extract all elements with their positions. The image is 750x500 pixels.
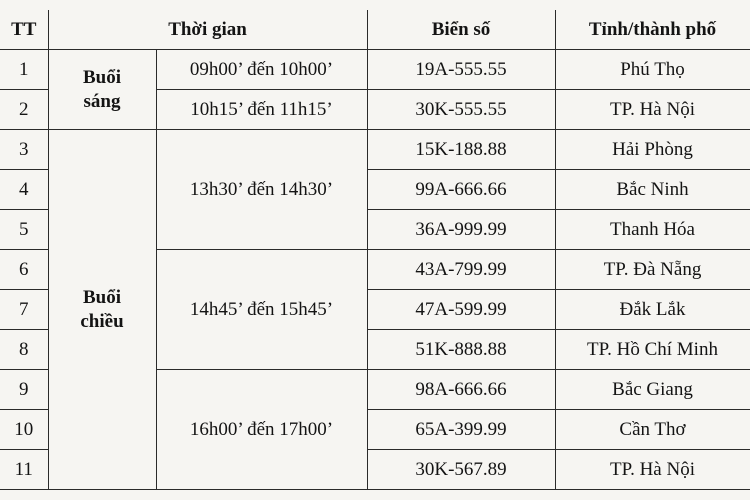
header-tt: TT <box>0 10 48 50</box>
plate-number: 30K-555.55 <box>367 90 555 130</box>
province: Cần Thơ <box>555 410 750 450</box>
plate-number: 36A-999.99 <box>367 210 555 250</box>
header-time: Thời gian <box>48 10 367 50</box>
session-morning <box>48 50 156 130</box>
header-province: Tỉnh/thành phố <box>555 10 750 50</box>
plate-number: 43A-799.99 <box>367 250 555 290</box>
province: Thanh Hóa <box>555 210 750 250</box>
province: Đắk Lắk <box>555 290 750 330</box>
row-number: 11 <box>0 450 48 490</box>
province: TP. Hồ Chí Minh <box>555 330 750 370</box>
table-row <box>0 50 750 90</box>
province: TP. Đà Nẵng <box>555 250 750 290</box>
plate-number: 15K-188.88 <box>367 130 555 170</box>
plate-number: 65A-399.99 <box>367 410 555 450</box>
row-number: 9 <box>0 370 48 410</box>
plate-number: 47A-599.99 <box>367 290 555 330</box>
plate-number: 19A-555.55 <box>367 50 555 90</box>
plate-number: 30K-567.89 <box>367 450 555 490</box>
plate-number: 98A-666.66 <box>367 370 555 410</box>
auction-schedule-table <box>0 10 750 490</box>
province: TP. Hà Nội <box>555 450 750 490</box>
session-label: Buổi <box>82 286 122 308</box>
row-number: 10 <box>0 410 48 450</box>
plate-number: 51K-888.88 <box>367 330 555 370</box>
province: TP. Hà Nội <box>555 90 750 130</box>
row-number: 4 <box>0 170 48 210</box>
row-number: 8 <box>0 330 48 370</box>
province: Phú Thọ <box>555 50 750 90</box>
row-number: 5 <box>0 210 48 250</box>
province: Hải Phòng <box>555 130 750 170</box>
time-slot: 16h00’ đến 17h00’ <box>156 370 367 490</box>
session-label: sáng <box>83 90 121 112</box>
session-afternoon <box>48 130 156 490</box>
row-number: 6 <box>0 250 48 290</box>
time-slot: 13h30’ đến 14h30’ <box>156 130 367 250</box>
header-plate: Biển số <box>367 10 555 50</box>
time-slot: 14h45’ đến 15h45’ <box>156 250 367 370</box>
time-slot: 09h00’ đến 10h00’ <box>156 50 367 90</box>
time-slot: 10h15’ đến 11h15’ <box>156 90 367 130</box>
province: Bắc Giang <box>555 370 750 410</box>
row-number: 3 <box>0 130 48 170</box>
province: Bắc Ninh <box>555 170 750 210</box>
row-number: 2 <box>0 90 48 130</box>
row-number: 7 <box>0 290 48 330</box>
session-label: Buổi <box>82 66 122 88</box>
row-number: 1 <box>0 50 48 90</box>
session-label: chiều <box>80 310 124 332</box>
header-row <box>0 10 750 50</box>
plate-number: 99A-666.66 <box>367 170 555 210</box>
table-row <box>0 130 750 170</box>
